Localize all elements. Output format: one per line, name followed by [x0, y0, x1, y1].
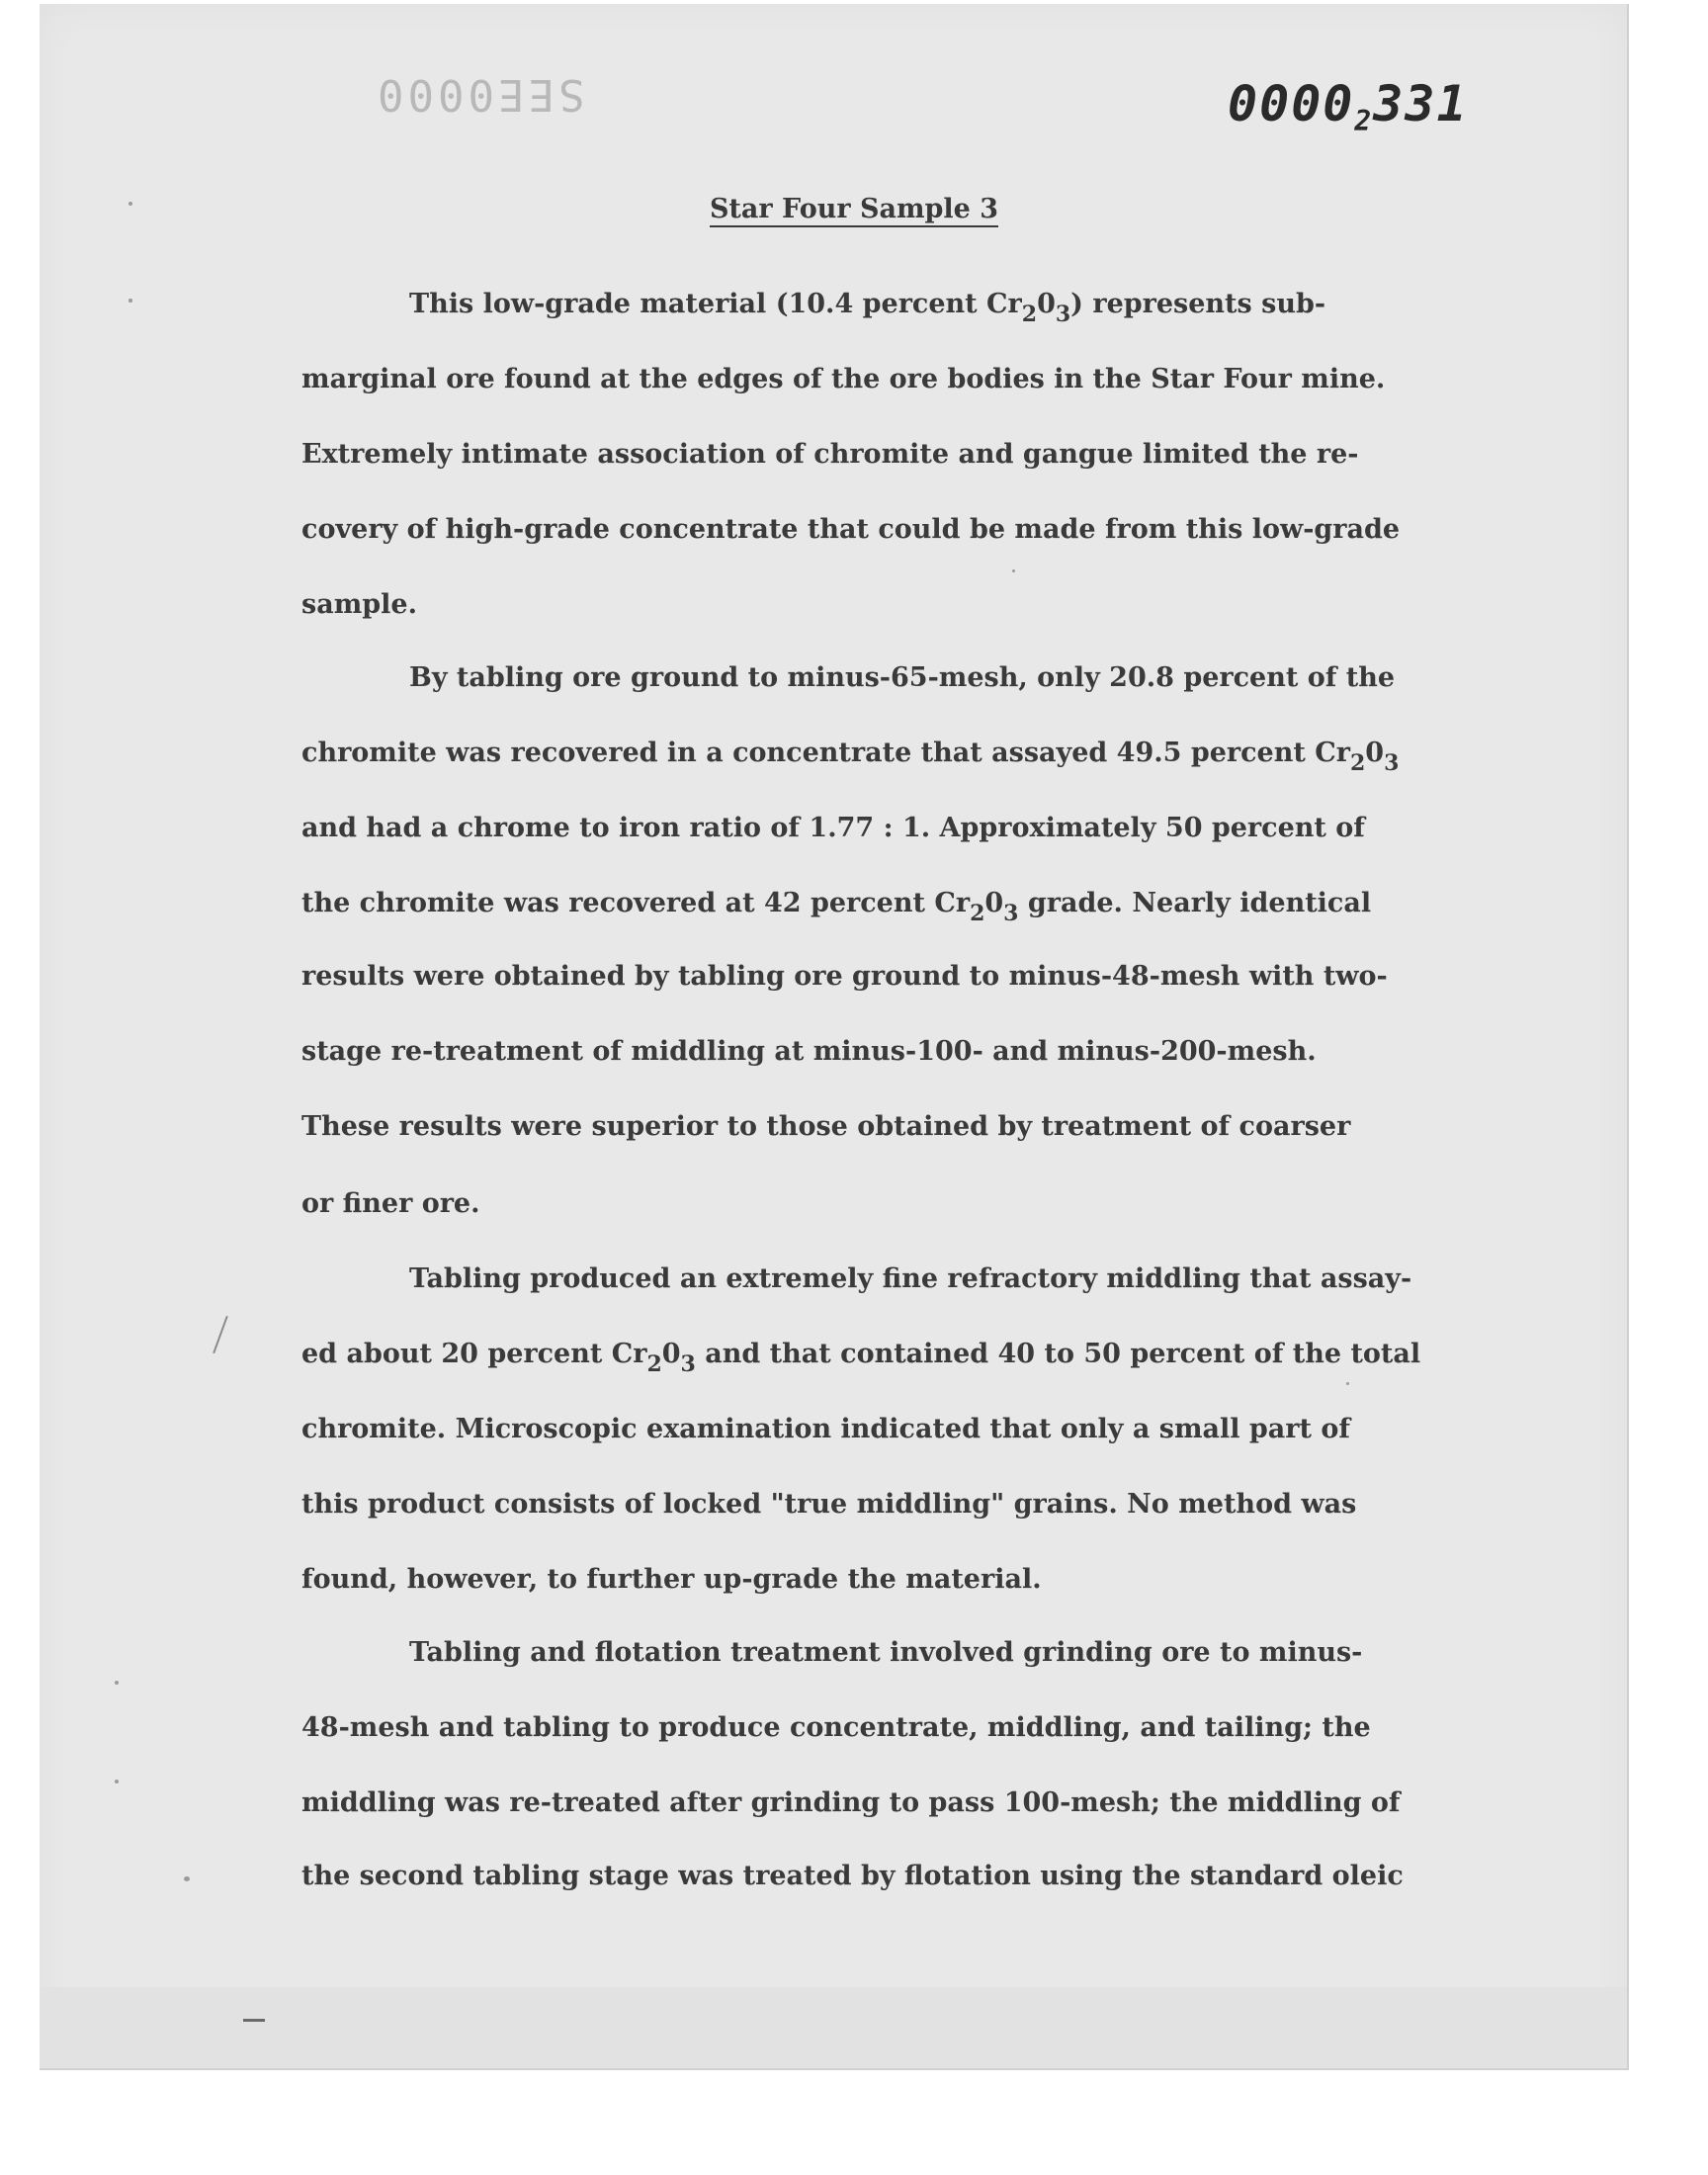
text-run: These results were superior to those obtained by treatment of coarser: [301, 1111, 1351, 1142]
text-run: 0: [984, 888, 1004, 918]
text-run: chromite. Microscopic examination indicated that only a small part of: [301, 1414, 1351, 1444]
scan-speck: [184, 1876, 190, 1881]
scan-speck: [1012, 569, 1015, 572]
text-line: [301, 437, 1428, 473]
scan-speck: [115, 1681, 119, 1685]
text-run: marginal ore found at the edges of the ore bodies in the Star Four mine.: [301, 364, 1386, 394]
stamp-top-left: SEE0000: [374, 69, 585, 120]
text-line: [301, 1337, 1428, 1377]
text-run: found, however, to further up-grade the material.: [301, 1564, 1042, 1595]
text-run: the chromite was recovered at 42 percent Cr: [301, 888, 971, 918]
subscript: 3: [1003, 901, 1019, 926]
text-line: [301, 736, 1428, 776]
stamp-main: 0000: [1228, 75, 1355, 132]
text-line: [301, 512, 1428, 548]
scan-speck: [128, 299, 132, 303]
text-run: 0: [1037, 289, 1056, 319]
text-run: chromite was recovered in a concentrate that assayed 49.5 percent Cr: [301, 738, 1350, 768]
text-run: ) represents sub-: [1070, 289, 1326, 319]
scan-speck: [128, 202, 132, 206]
text-line: [409, 287, 1536, 327]
text-run: ed about 20 percent Cr: [301, 1339, 647, 1369]
text-line: [409, 1262, 1536, 1297]
text-run: the second tabling stage was treated by flotation using the standard oleic: [301, 1861, 1404, 1891]
scan-bottom-band: [40, 1987, 1627, 2068]
text-run: stage re-treatment of middling at minus-100- and minus-200-mesh.: [301, 1036, 1317, 1067]
margin-dash-mark: [243, 2019, 265, 2022]
text-run: covery of high-grade concentrate that could be made from this low-grade: [301, 514, 1401, 545]
text-run: results were obtained by tabling ore ground to minus-48-mesh with two-: [301, 961, 1388, 992]
text-run: 0: [661, 1339, 681, 1369]
text-run: or finer ore.: [301, 1188, 480, 1219]
text-line: [301, 959, 1428, 995]
subscript: 2: [970, 901, 985, 926]
subscript: 3: [1384, 750, 1400, 776]
text-line: [301, 1186, 1428, 1222]
text-line: [409, 660, 1536, 696]
text-line: [301, 886, 1428, 926]
text-line: [301, 1487, 1428, 1522]
text-run: By tabling ore ground to minus-65-mesh, only 20.8 percent of the: [409, 662, 1396, 693]
document-title-text: Star Four Sample 3: [710, 194, 998, 227]
text-run: Tabling produced an extremely fine refractory middling that assay-: [409, 1263, 1412, 1294]
subscript: 2: [1349, 750, 1366, 776]
subscript: 2: [646, 1351, 662, 1377]
text-run: 0: [1365, 738, 1385, 768]
text-line: [301, 587, 1428, 623]
subscript: 3: [680, 1351, 696, 1377]
text-line: [301, 1710, 1428, 1746]
stamp-page-number: [1228, 75, 1469, 137]
text-line: [301, 1412, 1428, 1447]
text-line: [301, 1109, 1428, 1145]
text-line: [301, 362, 1428, 397]
text-run: grade. Nearly identical: [1018, 888, 1372, 918]
subscript: 3: [1055, 302, 1071, 327]
text-line: [301, 811, 1428, 846]
text-run: sample.: [301, 589, 417, 620]
text-run: This low-grade material (10.4 percent Cr: [409, 289, 1022, 319]
text-run: Tabling and flotation treatment involved grinding ore to minus-: [409, 1637, 1363, 1668]
text-line: [301, 1785, 1428, 1821]
text-run: Extremely intimate association of chromite and gangue limited the re-: [301, 439, 1359, 470]
text-run: middling was re-treated after grinding to pass 100-mesh; the middling of: [301, 1787, 1401, 1818]
text-line: [301, 1034, 1428, 1070]
stamp-sub: 2: [1354, 105, 1374, 137]
scan-speck: [1346, 1382, 1349, 1385]
text-run: and had a chrome to iron ratio of 1.77 : 1. Approximately 50 percent of: [301, 813, 1365, 843]
subscript: 2: [1021, 302, 1038, 327]
document-title: [0, 194, 1708, 224]
text-line: [409, 1635, 1536, 1671]
text-line: [301, 1859, 1428, 1894]
text-run: this product consists of locked "true middling" grains. No method was: [301, 1489, 1357, 1520]
stamp-tail: 331: [1373, 75, 1469, 132]
text-run: 48-mesh and tabling to produce concentrate, middling, and tailing; the: [301, 1712, 1371, 1743]
scan-speck: [115, 1780, 119, 1784]
text-line: [301, 1562, 1428, 1598]
text-run: and that contained 40 to 50 percent of the total: [695, 1339, 1421, 1369]
